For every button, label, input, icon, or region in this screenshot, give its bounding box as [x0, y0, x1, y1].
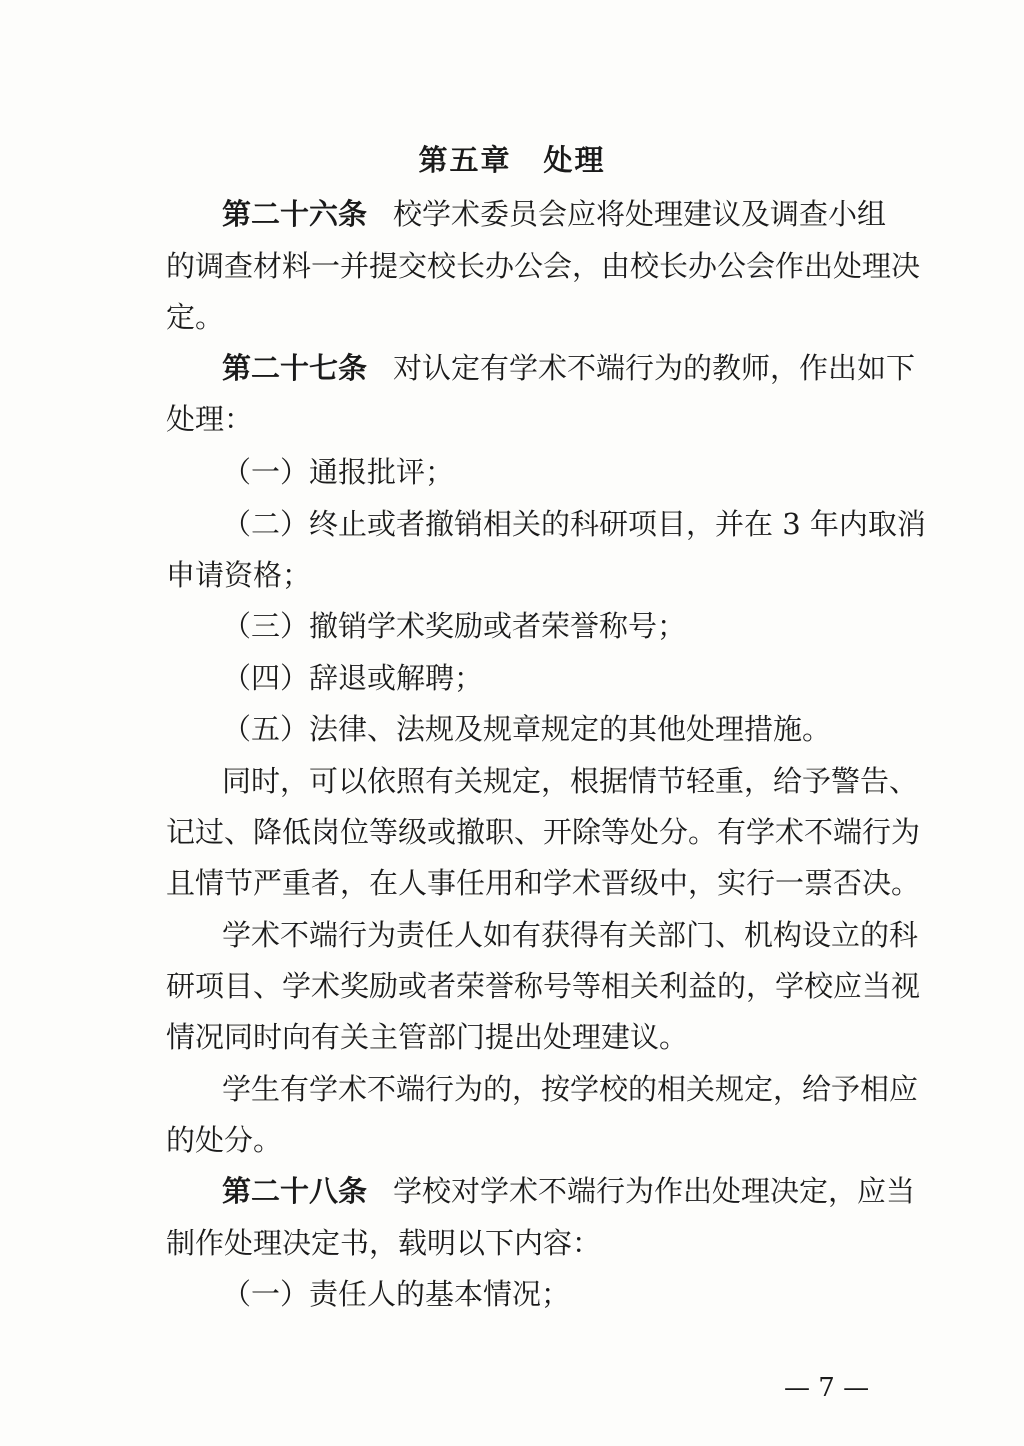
article-28-text-1: 学校对学术不端行为作出处理决定，应当 — [393, 1174, 916, 1208]
chapter-subtitle: 处理 — [543, 143, 606, 177]
article-27-para-1-line-1: 同时，可以依照有关规定，根据情节轻重，给予警告、 — [222, 764, 919, 798]
article-27-para-2-line-1: 学术不端行为责任人如有获得有关部门、机构设立的科 — [222, 918, 919, 952]
article-27-para-2-line-2: 研项目、学术奖励或者荣誉称号等相关利益的，学校应当视 — [166, 969, 921, 1003]
page-number: — 7 — — [784, 1373, 870, 1403]
article-27-para-1-line-2: 记过、降低岗位等级或撤职、开除等处分。有学术不端行为 — [166, 815, 921, 849]
article-27-para-3-line-2: 的处分。 — [166, 1123, 283, 1157]
article-27-para-2-line-3: 情况同时向有关主管部门提出处理建议。 — [166, 1020, 689, 1054]
article-28-number: 第二十八条 — [222, 1174, 368, 1208]
chapter-title — [0, 140, 1024, 180]
article-26-line-1 — [222, 194, 887, 234]
article-27-item-1: （一）通报批评； — [222, 455, 455, 489]
article-27-item-2-line-2: 申请资格； — [166, 558, 312, 592]
article-27-line-2: 处理： — [166, 402, 254, 436]
article-26-text-1: 校学术委员会应将处理建议及调查小组 — [393, 197, 887, 231]
article-26-line-2: 的调查材料一并提交校长办公会，由校长办公会作出处理决 — [166, 249, 921, 283]
article-28-line-1 — [222, 1171, 916, 1211]
article-27-para-3-line-1: 学生有学术不端行为的，按学校的相关规定，给予相应 — [222, 1072, 919, 1106]
chapter-number: 第五章 — [418, 143, 512, 177]
article-27-item-4: （四）辞退或解聘； — [222, 661, 484, 695]
article-27-item-3: （三）撤销学术奖励或者荣誉称号； — [222, 609, 687, 643]
article-28-item-1: （一）责任人的基本情况； — [222, 1277, 571, 1311]
article-27-para-1-line-3: 且情节严重者，在人事任用和学术晋级中，实行一票否决。 — [166, 866, 921, 900]
article-26-line-3: 定。 — [166, 300, 225, 334]
article-27-item-2-line-1: （二）终止或者撤销相关的科研项目，并在 3 年内取消 — [222, 507, 926, 541]
article-27-text-1: 对认定有学术不端行为的教师，作出如下 — [393, 351, 916, 385]
article-28-line-2: 制作处理决定书，载明以下内容： — [166, 1226, 602, 1260]
article-27-item-5: （五）法律、法规及规章规定的其他处理措施。 — [222, 712, 832, 746]
article-27-number: 第二十七条 — [222, 351, 368, 385]
article-27-line-1 — [222, 348, 916, 388]
article-26-number: 第二十六条 — [222, 197, 368, 231]
